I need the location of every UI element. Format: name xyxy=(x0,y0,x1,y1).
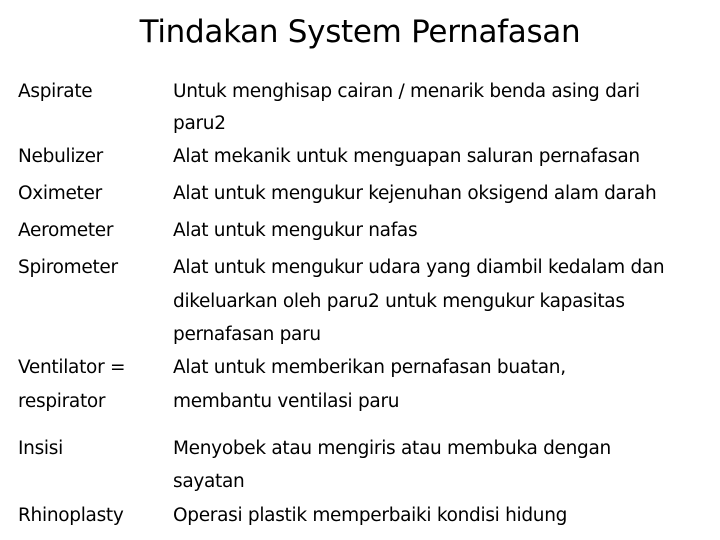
term-insisi: Insisi xyxy=(18,438,63,459)
description-spirometer-line-1: Alat untuk mengukur udara yang diambil kedalam dan xyxy=(173,257,665,278)
description-aspirate-line-1: Untuk menghisap cairan / menarik benda asing dari xyxy=(173,81,640,102)
term-ventilator-line-1: Ventilator = xyxy=(18,357,126,378)
description-spirometer-line-2: dikeluarkan oleh paru2 untuk mengukur kapasitas xyxy=(173,291,625,312)
term-rhinoplasty: Rhinoplasty xyxy=(18,505,124,526)
term-aspirate: Aspirate xyxy=(18,81,93,102)
description-oximeter: Alat untuk mengukur kejenuhan oksigend alam darah xyxy=(173,183,657,204)
description-ventilator-line-2: membantu ventilasi paru xyxy=(173,391,400,412)
description-spirometer-line-3: pernafasan paru xyxy=(173,324,321,345)
description-nebulizer: Alat mekanik untuk menguapan saluran pernafasan xyxy=(173,146,640,167)
term-oximeter: Oximeter xyxy=(18,183,102,204)
term-aerometer: Aerometer xyxy=(18,220,114,241)
description-ventilator-line-1: Alat untuk memberikan pernafasan buatan, xyxy=(173,357,566,378)
description-insisi-line-2: sayatan xyxy=(173,471,245,492)
term-nebulizer: Nebulizer xyxy=(18,146,103,167)
description-rhinoplasty: Operasi plastik memperbaiki kondisi hidung xyxy=(173,505,568,526)
term-spirometer: Spirometer xyxy=(18,257,118,278)
description-aspirate-line-2: paru2 xyxy=(173,113,226,134)
slide-title: Tindakan System Pernafasan xyxy=(139,14,581,50)
term-ventilator-line-2: respirator xyxy=(18,391,106,412)
description-insisi-line-1: Menyobek atau mengiris atau membuka dengan xyxy=(173,438,611,459)
description-aerometer: Alat untuk mengukur nafas xyxy=(173,220,418,241)
